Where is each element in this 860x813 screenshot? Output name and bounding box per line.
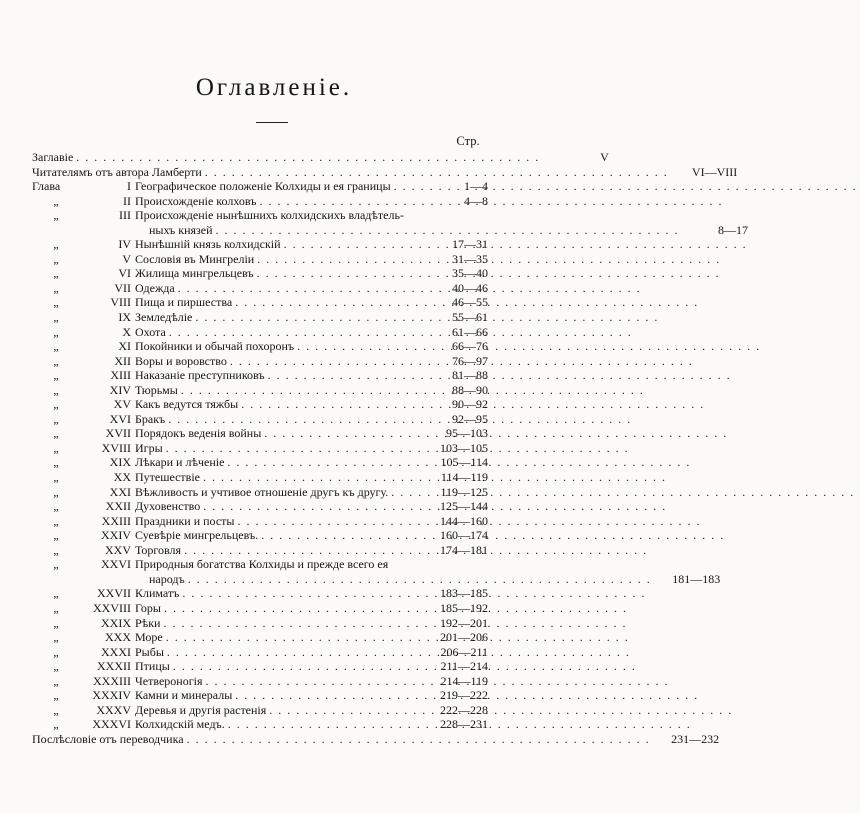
dot-leader [258, 528, 728, 543]
dot-leader [281, 237, 751, 252]
toc-entry [32, 150, 543, 165]
toc-chapter-row [32, 441, 488, 456]
toc-chapter-row [32, 703, 488, 718]
chapter-number: XXVIII [93, 600, 131, 615]
chapter-number: XXVII [97, 586, 131, 601]
dot-leader [266, 703, 736, 718]
toc-entry-pages: 114—119 [440, 470, 488, 485]
dot-leader [163, 441, 633, 456]
toc-entry [135, 281, 422, 296]
toc-chapter-row [32, 485, 488, 500]
dot-leader [165, 412, 635, 427]
chapter-label [32, 514, 135, 529]
toc-entry-title: Горы [135, 600, 161, 615]
toc-entry-pages: 8—17 [718, 222, 748, 237]
chapter-label [32, 543, 135, 558]
toc-entry [135, 703, 422, 718]
toc-entry [135, 426, 422, 441]
chapter-label [32, 557, 135, 572]
toc-entry [135, 295, 422, 310]
table-of-contents [32, 150, 748, 746]
toc-entry-pages: 206—211 [440, 644, 488, 659]
chapter-number: XII [114, 353, 131, 368]
toc-entry-title: Вѣжливость и учтивое отношеніе другъ къ другу. [135, 484, 389, 499]
dot-leader [256, 194, 726, 209]
toc-chapter-row [32, 194, 488, 209]
toc-chapter-row [32, 674, 488, 689]
dot-leader [184, 732, 654, 747]
toc-chapter-row [32, 354, 488, 369]
toc-entry-title: Четвероногія [135, 673, 203, 688]
toc-entry-pages: 181—183 [672, 571, 721, 586]
dot-leader [202, 165, 672, 180]
ditto-mark: „ [53, 411, 59, 426]
page-column-header: Стр. [456, 134, 480, 148]
toc-entry-title: Нынѣшній князь колхидскій [135, 237, 281, 252]
chapter-label [32, 310, 135, 325]
chapter-number: XXII [105, 499, 131, 514]
dot-leader [166, 325, 636, 340]
toc-entry-title: Природныя богатства Колхиды и прежде всего ея [135, 557, 389, 572]
toc-entry [135, 659, 422, 674]
toc-entry [135, 208, 748, 237]
chapter-label [32, 208, 135, 223]
toc-entry-title: Море [135, 630, 163, 645]
toc-entry-pages: 144—160 [440, 513, 488, 528]
toc-entry [135, 194, 422, 209]
dot-leader [265, 368, 735, 383]
toc-entry-title: Суевѣріе мингрельцевъ. [135, 528, 259, 543]
chapter-number: XXIX [101, 615, 131, 630]
dot-leader [170, 659, 640, 674]
chapter-number: XVII [105, 426, 131, 441]
toc-entry-pages: 183—185 [440, 586, 488, 601]
toc-entry [135, 179, 422, 194]
toc-entry [135, 485, 422, 500]
toc-entry-title: Земледѣліе [135, 310, 193, 325]
toc-chapter-row [32, 368, 488, 383]
chapter-label [32, 354, 135, 369]
toc-entry [135, 557, 720, 586]
toc-entry-title: Бракъ [135, 411, 166, 426]
toc-entry-title: Тюрьмы [135, 382, 178, 397]
toc-entry-pages: 31—35 [452, 251, 488, 266]
chapter-label [32, 412, 135, 427]
chapter-number: VI [118, 266, 131, 281]
dot-leader [261, 426, 731, 441]
toc-entry [135, 455, 422, 470]
dot-leader [294, 339, 764, 354]
ditto-mark: „ [53, 484, 59, 499]
toc-entry-pages: 90—92 [452, 397, 488, 412]
dot-leader [181, 543, 651, 558]
toc-entry-title: Камни и минералы [135, 688, 233, 703]
chapter-number: XV [113, 397, 131, 412]
toc-chapter-row [32, 659, 488, 674]
chapter-number: XXXI [101, 644, 131, 659]
chapter-number: I [127, 179, 131, 194]
toc-entry [135, 266, 422, 281]
toc-chapter-row [32, 645, 488, 660]
toc-entry-pages: 46—55 [452, 295, 488, 310]
dot-leader [213, 223, 683, 238]
chapter-label [32, 426, 135, 441]
chapter-label [32, 674, 135, 689]
toc-entry-pages: 61—66 [452, 324, 488, 339]
ditto-mark: „ [53, 266, 59, 281]
toc-entry-pages: 95—103 [446, 426, 488, 441]
toc-back-row [32, 731, 720, 747]
ditto-mark: „ [53, 688, 59, 703]
toc-entry-pages: 4—8 [464, 193, 488, 208]
chapter-label [32, 281, 135, 296]
ditto-mark: „ [53, 455, 59, 470]
dot-leader [175, 281, 645, 296]
toc-entry-title: Климатъ [135, 586, 180, 601]
toc-chapter-row [32, 586, 488, 601]
toc-entry-title: Географическое положеніе Колхиды и ея границы [135, 179, 391, 194]
toc-entry [135, 441, 422, 456]
ditto-mark: „ [53, 528, 59, 543]
toc-entry-pages: 76—97 [452, 353, 488, 368]
chapter-label [32, 586, 135, 601]
ditto-mark: „ [53, 470, 59, 485]
chapter-number: XXI [109, 484, 131, 499]
toc-entry-pages: 17—31 [452, 237, 488, 252]
chapter-label [32, 252, 135, 267]
dot-leader [160, 616, 630, 631]
chapter-label [32, 616, 135, 631]
chapter-number: XXXVI [92, 717, 131, 732]
ditto-mark: „ [53, 702, 59, 717]
toc-entry-title: Наказаніе преступниковъ [135, 368, 265, 383]
chapter-number: XXXII [97, 659, 131, 674]
chapter-label [32, 295, 135, 310]
chapter-label [32, 470, 135, 485]
chapter-number: VIII [110, 295, 131, 310]
toc-chapter-row [32, 514, 488, 529]
toc-entry-pages: 231—232 [671, 731, 720, 746]
chapter-label [32, 237, 135, 252]
ditto-mark: „ [53, 295, 59, 310]
chapter-label [32, 368, 135, 383]
ditto-mark: „ [53, 208, 59, 223]
toc-entry [135, 586, 422, 601]
toc-entry [135, 354, 422, 369]
toc-entry-pages: 219—222 [440, 688, 488, 703]
toc-entry-title: Птицы [135, 659, 170, 674]
ditto-mark: „ [53, 630, 59, 645]
toc-entry-pages: 35—40 [452, 266, 488, 281]
toc-entry [135, 383, 422, 398]
toc-entry-pages: 81—88 [452, 368, 488, 383]
ditto-mark: „ [53, 513, 59, 528]
chapter-number: XXXIV [92, 688, 131, 703]
toc-chapter-row [32, 455, 488, 470]
dot-leader [164, 645, 634, 660]
toc-entry-title: Рыбы [135, 644, 164, 659]
toc-entry-pages: 228—231 [440, 717, 488, 732]
toc-entry-title: Заглавіе [32, 150, 74, 164]
toc-entry [135, 339, 422, 354]
toc-entry-title: Покойники и обычай похоронъ [135, 339, 295, 354]
chapter-label [32, 717, 135, 732]
toc-chapter-row [32, 179, 488, 194]
toc-entry-title: Происхожденіе колховъ [135, 193, 257, 208]
toc-entry-pages: 192—201 [440, 615, 488, 630]
ditto-mark: „ [53, 426, 59, 441]
toc-entry-title: Духовенство [135, 499, 201, 514]
toc-entry [135, 528, 422, 543]
ditto-mark: „ [53, 397, 59, 412]
ditto-mark: „ [53, 251, 59, 266]
toc-chapter-row [32, 426, 488, 441]
toc-entry-title: Какъ ведутся тяжбы [135, 397, 239, 412]
toc-entry-pages: 40—46 [452, 280, 488, 295]
chapter-label [32, 455, 135, 470]
toc-chapter-row [32, 237, 488, 252]
chapter-word: Глава [32, 179, 61, 194]
toc-entry-pages: 66—76 [452, 339, 488, 354]
chapter-number: III [119, 208, 131, 223]
dot-leader [254, 266, 724, 281]
toc-entry [135, 325, 422, 340]
toc-entry-pages: 55—61 [452, 310, 488, 325]
chapter-label [32, 383, 135, 398]
dot-leader [178, 383, 648, 398]
chapter-label [32, 601, 135, 616]
chapter-label [32, 194, 135, 209]
toc-entry-title-continued: народъ [149, 571, 185, 586]
ditto-mark: „ [53, 440, 59, 455]
chapter-number: V [122, 251, 131, 266]
toc-entry-pages: 105—114 [440, 455, 488, 470]
chapter-label [32, 659, 135, 674]
ditto-mark: „ [53, 310, 59, 325]
dot-leader [73, 150, 543, 165]
ditto-mark: „ [53, 499, 59, 514]
toc-chapter-row [32, 543, 488, 558]
toc-entry [135, 412, 422, 427]
toc-entry [135, 368, 422, 383]
toc-entry-title: Читателямъ отъ автора Ламберти [32, 164, 202, 179]
dot-leader [185, 572, 655, 587]
title-divider [256, 122, 288, 123]
toc-entry [135, 674, 422, 689]
toc-chapter-row [32, 499, 488, 514]
chapter-number: XXX [105, 630, 131, 645]
toc-entry [135, 470, 422, 485]
toc-entry-title: Порядокъ веденія войны [135, 426, 262, 441]
toc-entry [135, 645, 422, 660]
ditto-mark: „ [53, 542, 59, 557]
toc-entry-title: Пища и пиршества [135, 295, 233, 310]
chapter-number: XXXV [96, 702, 131, 717]
toc-chapter-row [32, 528, 488, 543]
toc-entry-title: Торговля [135, 542, 182, 557]
ditto-mark: „ [53, 644, 59, 659]
ditto-mark: „ [53, 659, 59, 674]
toc-entry [135, 252, 422, 267]
toc-entry [135, 616, 422, 631]
chapter-label [32, 630, 135, 645]
toc-entry-pages: 103—105 [440, 440, 488, 455]
toc-entry-title: Колхидскій медъ. [135, 717, 225, 732]
toc-entry-title: Жилища мингрельцевъ [135, 266, 254, 281]
toc-entry-pages: 88—90 [452, 382, 488, 397]
chapter-number: XVIII [101, 440, 131, 455]
chapter-number: X [122, 324, 131, 339]
ditto-mark: „ [53, 280, 59, 295]
toc-chapter-row [32, 616, 488, 631]
ditto-mark: „ [53, 615, 59, 630]
chapter-label [32, 703, 135, 718]
toc-front-row [32, 150, 609, 165]
toc-entry-pages: 160—174 [440, 528, 488, 543]
toc-chapter-row [32, 339, 488, 354]
chapter-number: XXXIII [93, 673, 131, 688]
toc-entry [32, 732, 653, 747]
toc-entry [135, 688, 422, 703]
chapter-label [32, 688, 135, 703]
toc-chapter-row [32, 557, 721, 586]
toc-entry-pages: 222—228 [440, 702, 488, 717]
dot-leader [254, 252, 724, 267]
toc-chapter-row [32, 601, 488, 616]
toc-entry-pages: 174—181 [440, 542, 488, 557]
ditto-mark: „ [53, 600, 59, 615]
toc-chapter-row [32, 630, 488, 645]
toc-entry-title: Послѣсловіе отъ переводчика [32, 731, 184, 746]
chapter-number: XI [118, 339, 131, 354]
ditto-mark: „ [53, 353, 59, 368]
toc-chapter-row [32, 295, 488, 310]
toc-entry-title: Охота [135, 324, 166, 339]
chapter-number: XXIV [101, 528, 131, 543]
ditto-mark: „ [53, 382, 59, 397]
toc-entry [135, 499, 422, 514]
toc-entry-title: Путешествіе [135, 470, 200, 485]
toc-entry-pages: VI—VIII [691, 164, 738, 179]
ditto-mark: „ [53, 193, 59, 208]
toc-entry-title: Одежда [135, 280, 175, 295]
toc-entry-pages: 185—192 [440, 600, 488, 615]
toc-entry [135, 543, 422, 558]
chapter-number: XX [113, 470, 131, 485]
toc-entry-pages: 201—206 [440, 630, 488, 645]
ditto-mark: „ [53, 557, 59, 572]
toc-entry [32, 165, 671, 180]
toc-chapter-row [32, 470, 488, 485]
toc-entry-pages: V [600, 150, 609, 164]
toc-chapter-row [32, 281, 488, 296]
toc-chapter-row [32, 325, 488, 340]
toc-entry [135, 514, 422, 529]
toc-chapter-row [32, 208, 748, 237]
chapter-number: XIII [110, 368, 131, 383]
toc-entry-title-continued: ныхъ князей [149, 222, 213, 237]
ditto-mark: „ [53, 339, 59, 354]
chapter-number: II [123, 193, 131, 208]
toc-entry-title: Рѣки [135, 615, 161, 630]
toc-entry-pages: 92—95 [452, 411, 488, 426]
toc-entry-title: Деревья и другія растенія [135, 702, 267, 717]
dot-leader [161, 601, 631, 616]
toc-entry [135, 237, 422, 252]
chapter-number: XVI [109, 411, 131, 426]
toc-entry-title: Игры [135, 440, 163, 455]
chapter-label [32, 266, 135, 281]
toc-chapter-row [32, 688, 488, 703]
chapter-label [32, 499, 135, 514]
chapter-label [32, 179, 135, 194]
toc-entry-pages: 211—214 [440, 659, 488, 674]
toc-entry-pages: 119—125 [440, 484, 488, 499]
dot-leader [179, 586, 649, 601]
toc-front-row [32, 164, 738, 180]
toc-entry-pages: 214—119 [440, 673, 488, 688]
ditto-mark: „ [53, 673, 59, 688]
toc-entry-title: Воры и воровство [135, 353, 227, 368]
toc-entry [135, 630, 422, 645]
chapter-label [32, 325, 135, 340]
toc-entry [135, 310, 422, 325]
toc-entry [135, 717, 422, 732]
chapter-number: VII [114, 280, 131, 295]
toc-entry-title: Происхожденіе нынѣшнихъ колхидскихъ владѣтель- [135, 208, 404, 223]
chapter-number: XXVI [101, 557, 131, 572]
dot-leader [163, 630, 633, 645]
toc-chapter-row [32, 266, 488, 281]
toc-entry-title: Праздники и посты [135, 513, 235, 528]
chapter-number: XXV [105, 542, 131, 557]
chapter-number: XIX [109, 455, 131, 470]
chapter-label [32, 485, 135, 500]
toc-entry-pages: 125—144 [440, 499, 488, 514]
chapter-number: IV [118, 237, 131, 252]
ditto-mark: „ [53, 324, 59, 339]
toc-chapter-row [32, 412, 488, 427]
chapter-number: XXIII [101, 513, 131, 528]
toc-entry-title: Лѣкари и лѣченіе [135, 455, 225, 470]
page-title: Оглавленіе. [195, 74, 353, 101]
ditto-mark: „ [53, 237, 59, 252]
chapter-label [32, 397, 135, 412]
toc-chapter-row [32, 397, 488, 412]
chapter-label [32, 339, 135, 354]
ditto-mark: „ [53, 717, 59, 732]
chapter-number: XIV [109, 382, 131, 397]
chapter-number: IX [118, 310, 131, 325]
toc-chapter-row [32, 717, 488, 732]
ditto-mark: „ [53, 368, 59, 383]
toc-chapter-row [32, 252, 488, 267]
toc-chapter-row [32, 383, 488, 398]
chapter-label [32, 528, 135, 543]
toc-chapter-row [32, 310, 488, 325]
chapter-label [32, 441, 135, 456]
toc-entry-title: Сословія въ Мингреліи [135, 251, 255, 266]
toc-entry [135, 397, 422, 412]
ditto-mark: „ [53, 586, 59, 601]
chapter-label [32, 645, 135, 660]
toc-entry-pages: 1—4 [464, 179, 488, 194]
toc-entry [135, 601, 422, 616]
